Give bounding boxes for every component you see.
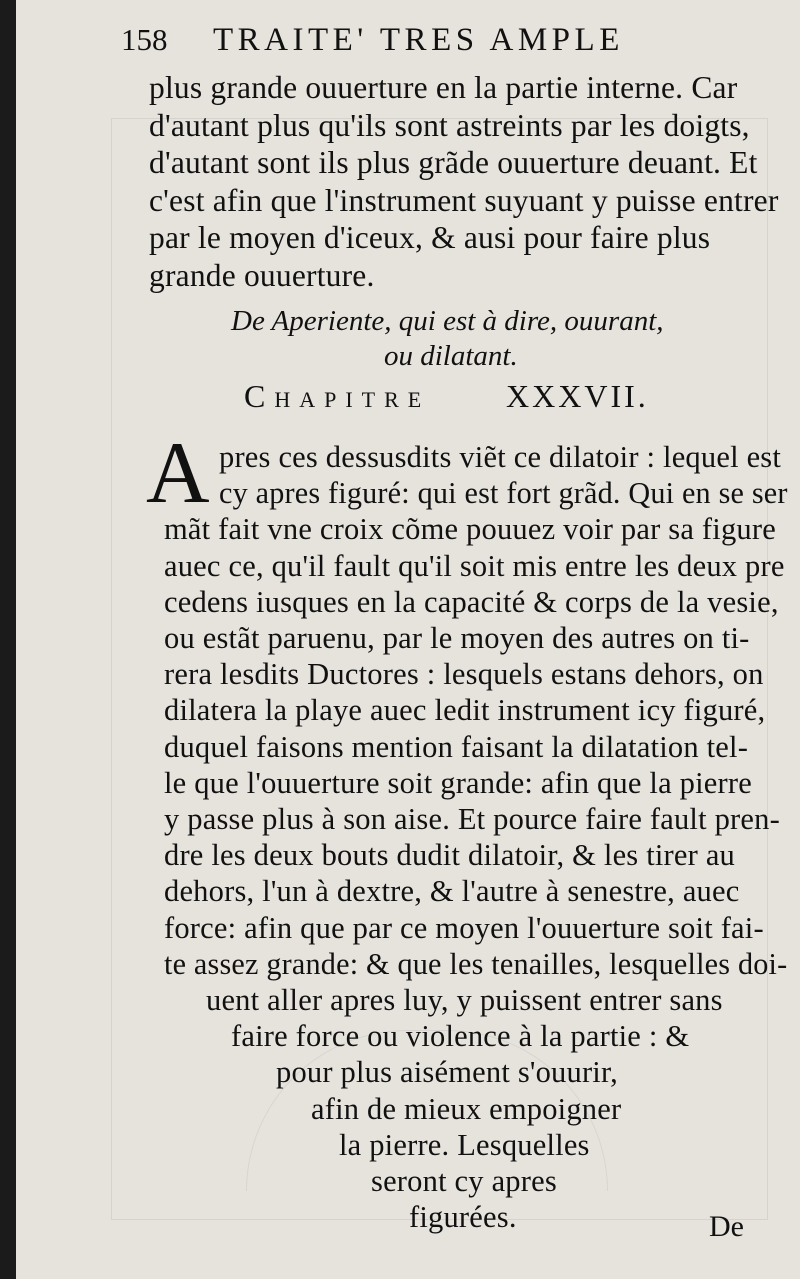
text-line: afin de mieux empoigner: [311, 1091, 622, 1126]
text-line: auec ce, qu'il fault qu'il soit mis entre les deux pre: [164, 548, 785, 583]
page-number: 158: [121, 22, 168, 57]
chapter-label: Chapitre: [244, 378, 431, 414]
text-line: cedens iusques en la capacité & corps de la vesie,: [164, 584, 779, 619]
text-line: te assez grande: & que les tenailles, lesquelles doi-: [164, 946, 788, 981]
text-line: figurées.: [409, 1200, 517, 1235]
text-line: dehors, l'un à dextre, & l'autre à senestre, auec: [164, 874, 740, 909]
text-line: plus grande ouuerture en la partie interne. Car: [149, 70, 738, 105]
text-line: seront cy apres: [371, 1164, 557, 1198]
book-page: [16, 0, 800, 1279]
text-line: la pierre. Lesquelles: [339, 1127, 590, 1162]
section-heading-line-1: De Aperiente, qui est à dire, ouurant,: [231, 305, 664, 337]
running-header: [121, 22, 721, 68]
text-line: force: afin que par ce moyen l'ouuerture soit fai-: [164, 910, 764, 945]
text-line: c'est afin que l'instrument suyuant y puisse entrer: [149, 182, 779, 218]
text-line: dre les deux bouts dudit dilatoir, & les tirer au: [164, 838, 736, 873]
text-line: duquel faisons mention faisant la dilatation tel-: [164, 729, 749, 764]
text-line: mãt fait vne croix cõme pouuez voir par sa figure: [164, 512, 776, 547]
text-line: faire force ou violence à la partie : &: [231, 1019, 690, 1054]
text-line: ou estãt paruenu, par le moyen des autres on ti-: [164, 621, 750, 655]
text-line: le que l'ouuerture soit grande: afin que la pierre: [164, 765, 752, 800]
text-line: pour plus aisément s'ouurir,: [276, 1055, 618, 1090]
text-line: dilatera la playe auec ledit instrument icy figuré,: [164, 693, 766, 728]
drop-cap-initial: A: [146, 425, 210, 522]
text-line: cy apres figuré: qui est fort grãd. Qui en se ser: [219, 476, 788, 511]
text-line: pres ces dessusdits viẽt ce dilatoir : lequel est: [219, 440, 782, 474]
text-line: d'autant plus qu'ils sont astreints par les doigts,: [149, 107, 750, 143]
text-line: y passe plus à son aise. Et pource faire fault pren-: [164, 802, 780, 836]
section-heading-line-2: ou dilatant.: [384, 340, 518, 372]
chapter-number: XXXVII.: [506, 378, 649, 414]
text-line: uent aller apres luy, y puissent entrer sans: [206, 983, 723, 1017]
text-line: grande ouuerture.: [149, 257, 375, 293]
running-title: TRAITE' TRES AMPLE: [213, 22, 624, 58]
catchword: De: [709, 1210, 744, 1243]
text-line: par le moyen d'iceux, & ausi pour faire plus: [149, 220, 711, 255]
text-line: d'autant sont ils plus grãde ouuerture deuant. Et: [149, 145, 758, 180]
text-line: rera lesdits Ductores : lesquels estans dehors, on: [164, 657, 764, 692]
